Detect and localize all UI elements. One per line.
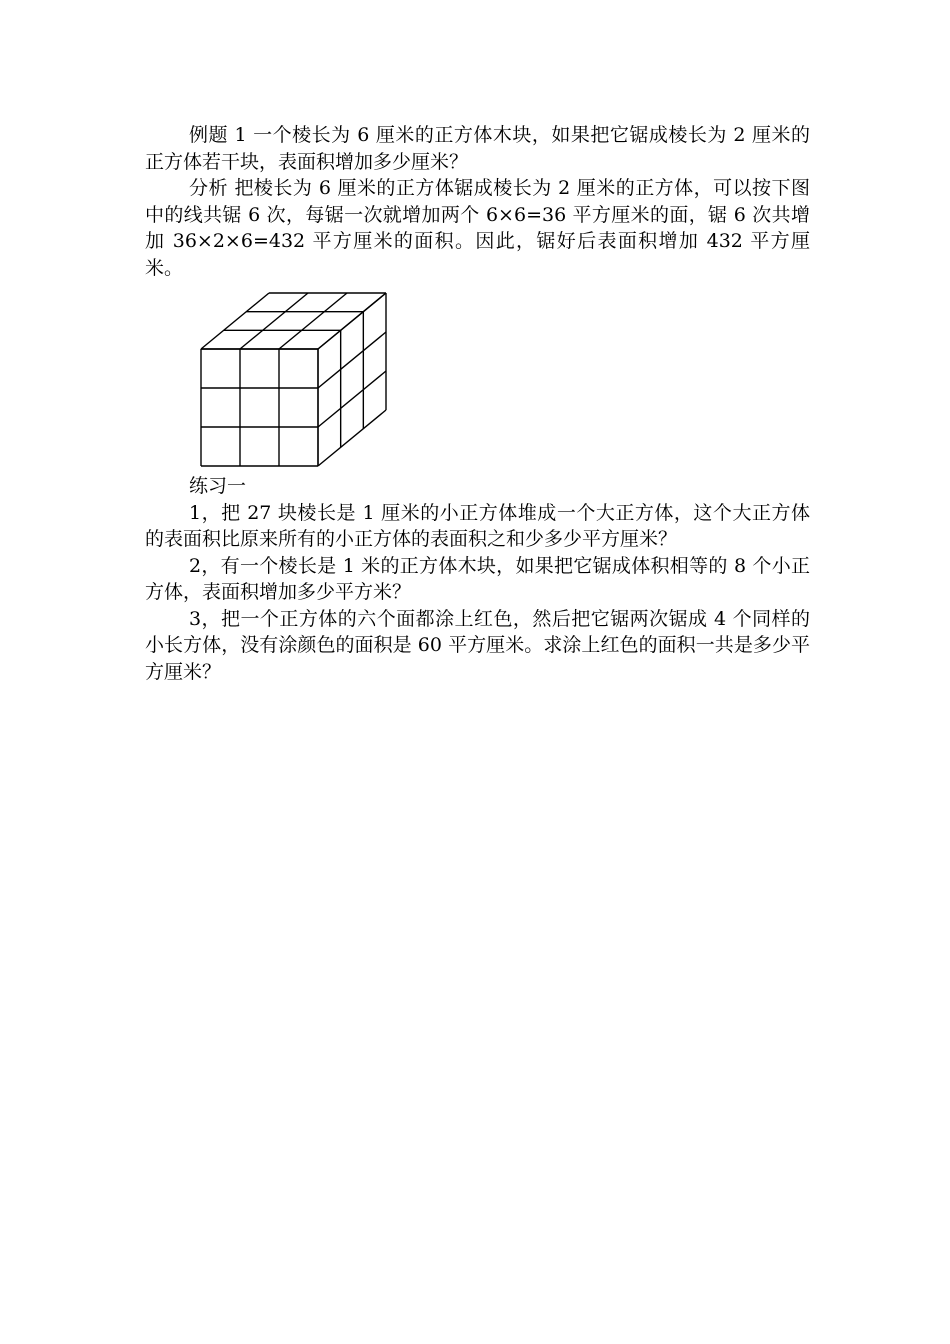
exercise-title: 练习一 <box>189 475 247 497</box>
top-depth-line <box>201 293 269 349</box>
top-depth-line <box>240 293 308 349</box>
top-depth-line <box>279 293 347 349</box>
exercise-item-2: 2，有一个棱长是 1 米的正方体木块，如果把它锯成体积相等的 8 个小正方体，表面积增加多少平方米？ <box>145 554 810 603</box>
example-problem: 例题 1 一个棱长为 6 厘米的正方体木块，如果把它锯成棱长为 2 厘米的正方体若干块，表面积增加多少厘米？ <box>145 124 810 173</box>
document-page <box>145 122 810 685</box>
example-analysis: 分析 把棱长为 6 厘米的正方体锯成棱长为 2 厘米的正方体，可以按下图中的线共锯 6 次，每锯一次就增加两个 6×6=36 平方厘米的面，锯 6 次共增加 36×2×6=432 平方厘米的面积。因此，锯好后表面积增加 432 平方厘米。 <box>145 177 810 279</box>
exercise-item-1: 1，把 27 块棱长是 1 厘米的小正方体堆成一个大正方体，这个大正方体的表面积比原来所有的小正方体的表面积之和少多少平方厘米？ <box>145 501 810 550</box>
cube-svg <box>199 291 389 469</box>
exercise-item-3: 3，把一个正方体的六个面都涂上红色，然后把它锯两次锯成 4 个同样的小长方体，没有涂颜色的面积是 60 平方厘米。求涂上红色的面积一共是多少平方厘米？ <box>145 607 810 683</box>
cube-diagram <box>199 291 389 469</box>
